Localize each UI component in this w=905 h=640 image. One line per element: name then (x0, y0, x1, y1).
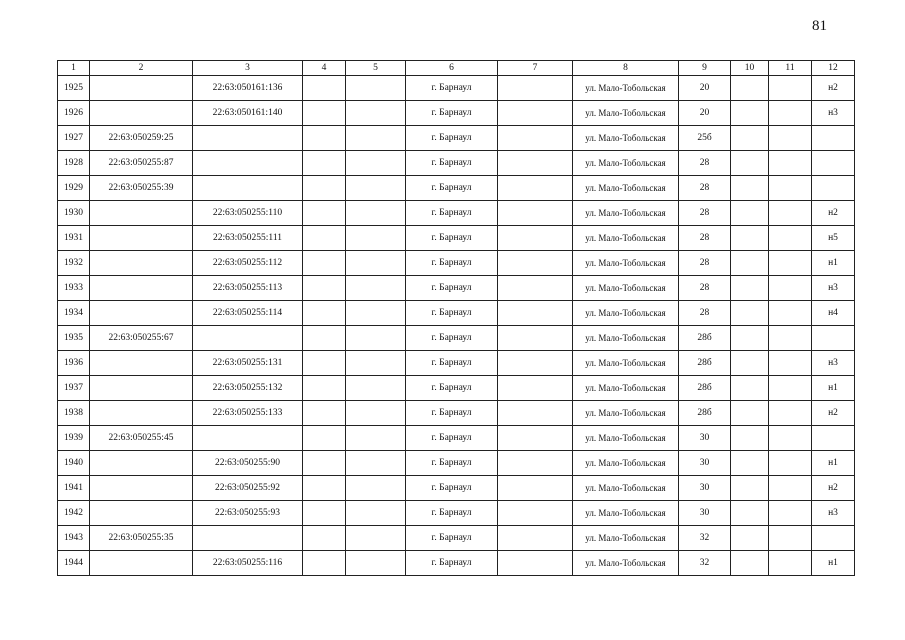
cadastral-number-object-cell: 22:63:050161:136 (193, 76, 303, 101)
street-cell: ул. Мало-Тобольская (573, 376, 679, 401)
cadastral-number-object-cell: 22:63:050255:92 (193, 476, 303, 501)
empty-cell-7 (498, 226, 573, 251)
empty-cell-4 (303, 501, 346, 526)
street-cell: ул. Мало-Тобольская (573, 401, 679, 426)
cadastral-number-object-cell: 22:63:050255:93 (193, 501, 303, 526)
cadastral-number-object-cell: 22:63:050255:110 (193, 201, 303, 226)
empty-cell-7 (498, 526, 573, 551)
cadastral-number-object-cell: 22:63:050255:90 (193, 451, 303, 476)
empty-cell-5 (346, 351, 406, 376)
table-row (58, 126, 855, 151)
table-row (58, 326, 855, 351)
cadastral-number-land-cell: 22:63:050255:67 (90, 326, 193, 351)
empty-cell-5 (346, 76, 406, 101)
street-cell: ул. Мало-Тобольская (573, 201, 679, 226)
row-number-cell: 1928 (58, 151, 90, 176)
empty-cell-4 (303, 301, 346, 326)
table-row (58, 251, 855, 276)
empty-cell-4 (303, 351, 346, 376)
empty-cell-11 (769, 251, 812, 276)
empty-cell-5 (346, 201, 406, 226)
table-row (58, 501, 855, 526)
locality-cell: г. Барнаул (406, 351, 498, 376)
empty-cell-10 (731, 551, 769, 576)
row-number-cell: 1930 (58, 201, 90, 226)
room-number-cell (812, 326, 855, 351)
empty-cell-10 (731, 151, 769, 176)
street-cell: ул. Мало-Тобольская (573, 551, 679, 576)
locality-cell: г. Барнаул (406, 451, 498, 476)
table-row (58, 426, 855, 451)
empty-cell-5 (346, 376, 406, 401)
cadastral-number-object-cell: 22:63:050255:114 (193, 301, 303, 326)
empty-cell-10 (731, 126, 769, 151)
empty-cell-11 (769, 376, 812, 401)
street-cell: ул. Мало-Тобольская (573, 226, 679, 251)
locality-cell: г. Барнаул (406, 101, 498, 126)
empty-cell-7 (498, 376, 573, 401)
empty-cell-11 (769, 351, 812, 376)
row-number-cell: 1940 (58, 451, 90, 476)
room-number-cell: н2 (812, 201, 855, 226)
column-header: 12 (812, 61, 855, 76)
empty-cell-4 (303, 126, 346, 151)
row-number-cell: 1929 (58, 176, 90, 201)
empty-cell-7 (498, 101, 573, 126)
cadastral-number-object-cell: 22:63:050255:132 (193, 376, 303, 401)
house-number-cell: 28 (679, 176, 731, 201)
cadastral-number-object-cell: 22:63:050255:133 (193, 401, 303, 426)
house-number-cell: 30 (679, 476, 731, 501)
empty-cell-10 (731, 76, 769, 101)
locality-cell: г. Барнаул (406, 501, 498, 526)
empty-cell-7 (498, 201, 573, 226)
row-number-cell: 1939 (58, 426, 90, 451)
room-number-cell: н2 (812, 476, 855, 501)
room-number-cell: н5 (812, 226, 855, 251)
empty-cell-5 (346, 301, 406, 326)
empty-cell-10 (731, 101, 769, 126)
cadastral-number-object-cell: 22:63:050255:113 (193, 276, 303, 301)
empty-cell-4 (303, 401, 346, 426)
row-number-cell: 1943 (58, 526, 90, 551)
cadastral-number-land-cell: 22:63:050255:87 (90, 151, 193, 176)
locality-cell: г. Барнаул (406, 401, 498, 426)
street-cell: ул. Мало-Тобольская (573, 451, 679, 476)
street-cell: ул. Мало-Тобольская (573, 501, 679, 526)
empty-cell-5 (346, 551, 406, 576)
row-number-cell: 1926 (58, 101, 90, 126)
cadastral-number-land-cell (90, 376, 193, 401)
house-number-cell: 32 (679, 526, 731, 551)
street-cell: ул. Мало-Тобольская (573, 301, 679, 326)
table-row (58, 276, 855, 301)
cadastral-number-land-cell (90, 226, 193, 251)
column-header: 8 (573, 61, 679, 76)
table-row (58, 201, 855, 226)
house-number-cell: 32 (679, 551, 731, 576)
house-number-cell: 20 (679, 76, 731, 101)
locality-cell: г. Барнаул (406, 326, 498, 351)
empty-cell-10 (731, 376, 769, 401)
empty-cell-5 (346, 501, 406, 526)
empty-cell-11 (769, 201, 812, 226)
table-header-row (58, 61, 855, 76)
empty-cell-5 (346, 476, 406, 501)
empty-cell-11 (769, 126, 812, 151)
empty-cell-10 (731, 476, 769, 501)
room-number-cell (812, 126, 855, 151)
house-number-cell: 28 (679, 276, 731, 301)
locality-cell: г. Барнаул (406, 551, 498, 576)
row-number-cell: 1925 (58, 76, 90, 101)
cadastral-number-object-cell: 22:63:050255:131 (193, 351, 303, 376)
cadastral-number-land-cell (90, 301, 193, 326)
table-row (58, 101, 855, 126)
locality-cell: г. Барнаул (406, 201, 498, 226)
empty-cell-7 (498, 326, 573, 351)
locality-cell: г. Барнаул (406, 301, 498, 326)
empty-cell-10 (731, 401, 769, 426)
locality-cell: г. Барнаул (406, 226, 498, 251)
empty-cell-4 (303, 226, 346, 251)
empty-cell-4 (303, 151, 346, 176)
column-header: 9 (679, 61, 731, 76)
row-number-cell: 1941 (58, 476, 90, 501)
street-cell: ул. Мало-Тобольская (573, 326, 679, 351)
locality-cell: г. Барнаул (406, 151, 498, 176)
house-number-cell: 28 (679, 251, 731, 276)
room-number-cell: н3 (812, 101, 855, 126)
empty-cell-7 (498, 476, 573, 501)
empty-cell-11 (769, 76, 812, 101)
house-number-cell: 20 (679, 101, 731, 126)
table-row (58, 476, 855, 501)
empty-cell-4 (303, 526, 346, 551)
cadastral-number-object-cell (193, 526, 303, 551)
locality-cell: г. Барнаул (406, 126, 498, 151)
table-row (58, 526, 855, 551)
room-number-cell: н3 (812, 351, 855, 376)
empty-cell-7 (498, 126, 573, 151)
house-number-cell: 28 (679, 201, 731, 226)
locality-cell: г. Барнаул (406, 176, 498, 201)
empty-cell-7 (498, 76, 573, 101)
street-cell: ул. Мало-Тобольская (573, 351, 679, 376)
room-number-cell (812, 176, 855, 201)
cadastral-number-land-cell (90, 401, 193, 426)
cadastral-number-object-cell (193, 126, 303, 151)
row-number-cell: 1938 (58, 401, 90, 426)
house-number-cell: 28 (679, 301, 731, 326)
row-number-cell: 1927 (58, 126, 90, 151)
row-number-cell: 1937 (58, 376, 90, 401)
empty-cell-10 (731, 201, 769, 226)
empty-cell-10 (731, 276, 769, 301)
empty-cell-7 (498, 276, 573, 301)
cadastral-number-object-cell: 22:63:050255:112 (193, 251, 303, 276)
empty-cell-5 (346, 101, 406, 126)
table-row (58, 376, 855, 401)
empty-cell-4 (303, 476, 346, 501)
house-number-cell: 30 (679, 501, 731, 526)
empty-cell-5 (346, 401, 406, 426)
table-row (58, 351, 855, 376)
empty-cell-5 (346, 126, 406, 151)
room-number-cell: н1 (812, 551, 855, 576)
empty-cell-10 (731, 451, 769, 476)
empty-cell-11 (769, 526, 812, 551)
empty-cell-5 (346, 226, 406, 251)
empty-cell-4 (303, 376, 346, 401)
empty-cell-5 (346, 451, 406, 476)
cadastral-number-land-cell: 22:63:050255:45 (90, 426, 193, 451)
cadastral-number-land-cell: 22:63:050255:39 (90, 176, 193, 201)
street-cell: ул. Мало-Тобольская (573, 151, 679, 176)
empty-cell-4 (303, 176, 346, 201)
empty-cell-7 (498, 551, 573, 576)
column-header: 6 (406, 61, 498, 76)
empty-cell-11 (769, 476, 812, 501)
row-number-cell: 1933 (58, 276, 90, 301)
room-number-cell: н4 (812, 301, 855, 326)
column-header: 10 (731, 61, 769, 76)
street-cell: ул. Мало-Тобольская (573, 126, 679, 151)
row-number-cell: 1935 (58, 326, 90, 351)
room-number-cell: н2 (812, 76, 855, 101)
column-header: 4 (303, 61, 346, 76)
empty-cell-7 (498, 401, 573, 426)
table-body (58, 76, 855, 576)
room-number-cell: н2 (812, 401, 855, 426)
empty-cell-10 (731, 426, 769, 451)
empty-cell-10 (731, 251, 769, 276)
empty-cell-10 (731, 176, 769, 201)
cadastral-number-land-cell: 22:63:050259:25 (90, 126, 193, 151)
locality-cell: г. Барнаул (406, 251, 498, 276)
empty-cell-10 (731, 351, 769, 376)
cadastral-number-land-cell (90, 351, 193, 376)
empty-cell-10 (731, 526, 769, 551)
house-number-cell: 28б (679, 401, 731, 426)
street-cell: ул. Мало-Тобольская (573, 476, 679, 501)
table-row (58, 226, 855, 251)
cadastral-number-object-cell: 22:63:050255:116 (193, 551, 303, 576)
table-row (58, 176, 855, 201)
locality-cell: г. Барнаул (406, 526, 498, 551)
table-row (58, 301, 855, 326)
cadastral-number-land-cell (90, 451, 193, 476)
cadastral-number-land-cell (90, 76, 193, 101)
empty-cell-10 (731, 226, 769, 251)
empty-cell-7 (498, 351, 573, 376)
house-number-cell: 30 (679, 451, 731, 476)
empty-cell-4 (303, 551, 346, 576)
row-number-cell: 1931 (58, 226, 90, 251)
table-row (58, 551, 855, 576)
locality-cell: г. Барнаул (406, 76, 498, 101)
empty-cell-7 (498, 251, 573, 276)
street-cell: ул. Мало-Тобольская (573, 251, 679, 276)
table-row (58, 76, 855, 101)
street-cell: ул. Мало-Тобольская (573, 101, 679, 126)
row-number-cell: 1932 (58, 251, 90, 276)
empty-cell-11 (769, 176, 812, 201)
room-number-cell: н3 (812, 276, 855, 301)
empty-cell-11 (769, 151, 812, 176)
empty-cell-5 (346, 176, 406, 201)
empty-cell-7 (498, 451, 573, 476)
empty-cell-5 (346, 151, 406, 176)
empty-cell-11 (769, 101, 812, 126)
empty-cell-11 (769, 401, 812, 426)
cadastral-number-land-cell (90, 201, 193, 226)
row-number-cell: 1934 (58, 301, 90, 326)
room-number-cell (812, 426, 855, 451)
table-row (58, 451, 855, 476)
cadastral-number-land-cell (90, 101, 193, 126)
empty-cell-5 (346, 276, 406, 301)
empty-cell-11 (769, 451, 812, 476)
room-number-cell (812, 526, 855, 551)
empty-cell-5 (346, 251, 406, 276)
locality-cell: г. Барнаул (406, 276, 498, 301)
empty-cell-11 (769, 426, 812, 451)
empty-cell-4 (303, 101, 346, 126)
empty-cell-10 (731, 326, 769, 351)
cadastral-number-land-cell: 22:63:050255:35 (90, 526, 193, 551)
locality-cell: г. Барнаул (406, 376, 498, 401)
cadastral-number-land-cell (90, 551, 193, 576)
house-number-cell: 30 (679, 426, 731, 451)
column-header: 5 (346, 61, 406, 76)
empty-cell-4 (303, 201, 346, 226)
house-number-cell: 28 (679, 151, 731, 176)
row-number-cell: 1936 (58, 351, 90, 376)
empty-cell-11 (769, 226, 812, 251)
cadastral-number-object-cell (193, 151, 303, 176)
room-number-cell: н1 (812, 451, 855, 476)
street-cell: ул. Мало-Тобольская (573, 76, 679, 101)
empty-cell-7 (498, 426, 573, 451)
cadastral-number-object-cell (193, 426, 303, 451)
cadastral-number-land-cell (90, 276, 193, 301)
cadastral-number-object-cell: 22:63:050255:111 (193, 226, 303, 251)
column-header: 11 (769, 61, 812, 76)
cadastral-number-land-cell (90, 251, 193, 276)
street-cell: ул. Мало-Тобольская (573, 176, 679, 201)
table-row (58, 151, 855, 176)
cadastral-number-object-cell (193, 326, 303, 351)
empty-cell-7 (498, 301, 573, 326)
empty-cell-7 (498, 151, 573, 176)
row-number-cell: 1942 (58, 501, 90, 526)
locality-cell: г. Барнаул (406, 426, 498, 451)
registry-table (57, 60, 855, 576)
empty-cell-4 (303, 276, 346, 301)
empty-cell-10 (731, 501, 769, 526)
empty-cell-4 (303, 326, 346, 351)
room-number-cell (812, 151, 855, 176)
house-number-cell: 28б (679, 376, 731, 401)
house-number-cell: 28б (679, 351, 731, 376)
street-cell: ул. Мало-Тобольская (573, 426, 679, 451)
empty-cell-4 (303, 76, 346, 101)
empty-cell-4 (303, 426, 346, 451)
cadastral-number-land-cell (90, 501, 193, 526)
empty-cell-4 (303, 251, 346, 276)
column-header: 1 (58, 61, 90, 76)
table-row (58, 401, 855, 426)
column-header: 7 (498, 61, 573, 76)
empty-cell-11 (769, 551, 812, 576)
house-number-cell: 28б (679, 326, 731, 351)
cadastral-number-land-cell (90, 476, 193, 501)
empty-cell-5 (346, 426, 406, 451)
empty-cell-11 (769, 501, 812, 526)
empty-cell-11 (769, 326, 812, 351)
street-cell: ул. Мало-Тобольская (573, 276, 679, 301)
empty-cell-7 (498, 176, 573, 201)
empty-cell-5 (346, 326, 406, 351)
locality-cell: г. Барнаул (406, 476, 498, 501)
empty-cell-4 (303, 451, 346, 476)
empty-cell-5 (346, 526, 406, 551)
empty-cell-11 (769, 301, 812, 326)
column-header: 3 (193, 61, 303, 76)
empty-cell-7 (498, 501, 573, 526)
cadastral-number-object-cell (193, 176, 303, 201)
room-number-cell: н3 (812, 501, 855, 526)
row-number-cell: 1944 (58, 551, 90, 576)
house-number-cell: 25б (679, 126, 731, 151)
street-cell: ул. Мало-Тобольская (573, 526, 679, 551)
room-number-cell: н1 (812, 251, 855, 276)
room-number-cell: н1 (812, 376, 855, 401)
column-header: 2 (90, 61, 193, 76)
house-number-cell: 28 (679, 226, 731, 251)
empty-cell-10 (731, 301, 769, 326)
empty-cell-11 (769, 276, 812, 301)
page-number: 81 (812, 18, 827, 34)
cadastral-number-object-cell: 22:63:050161:140 (193, 101, 303, 126)
